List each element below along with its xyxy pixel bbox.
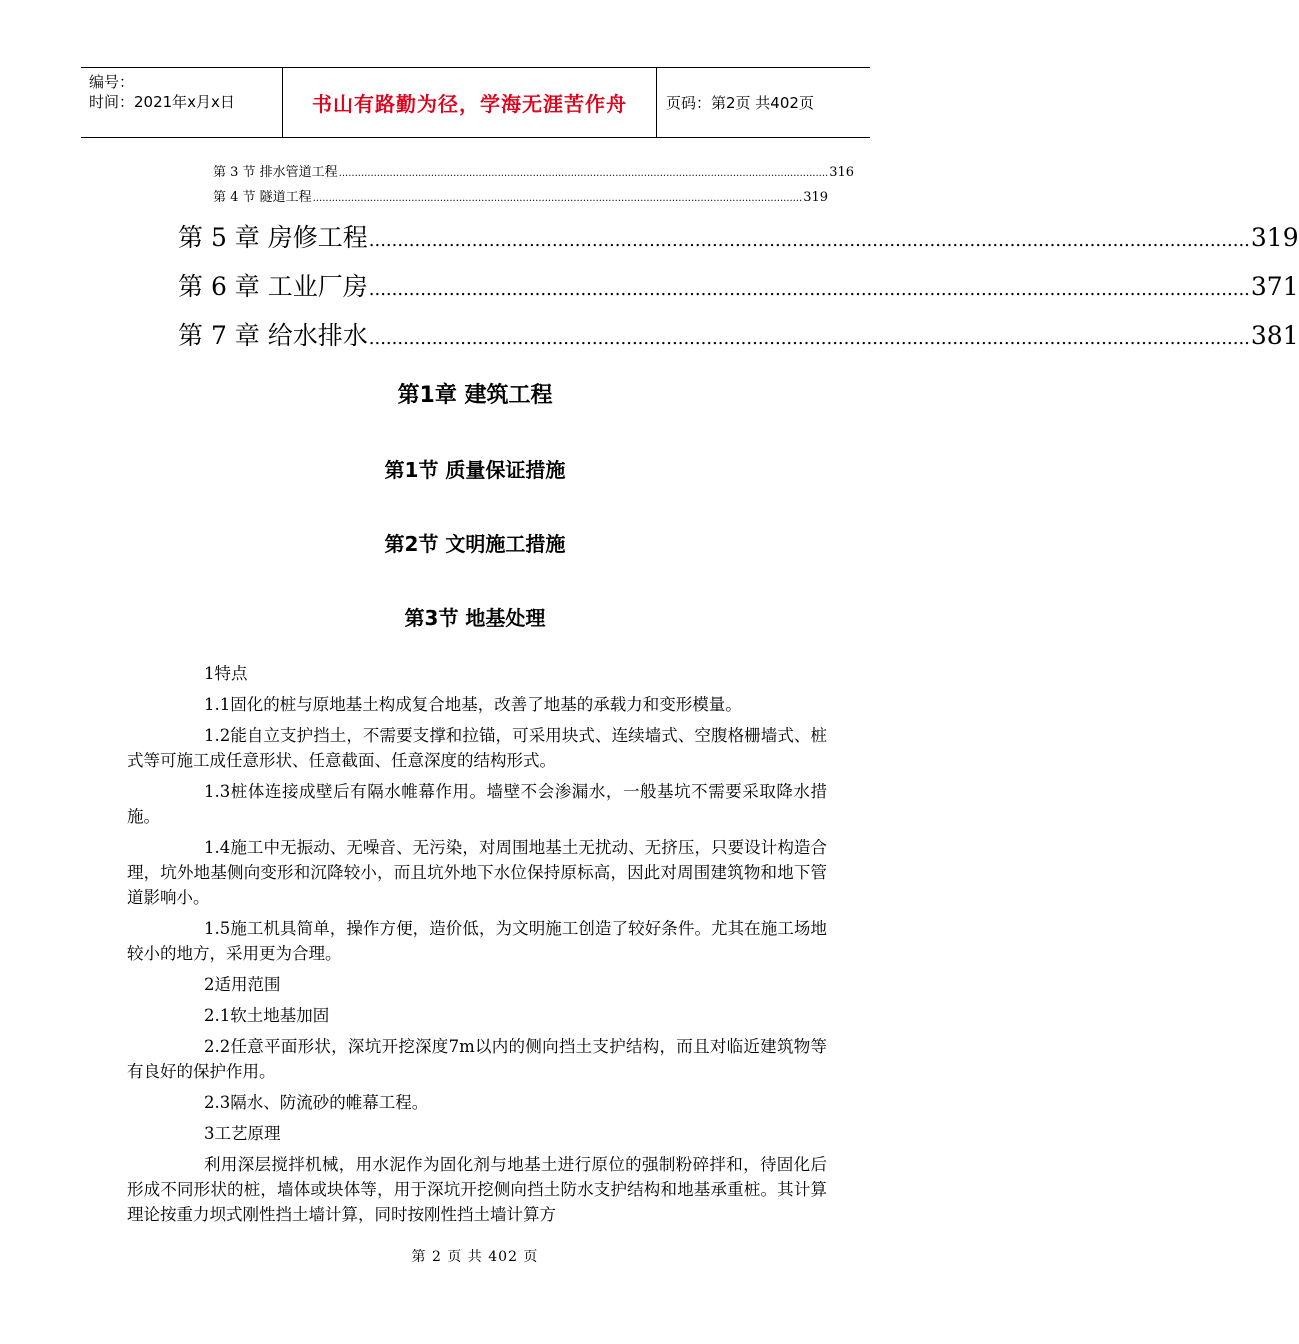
paragraph: 1.2能自立支护挡土，不需要支撑和拉锚，可采用块式、连续墙式、空腹格栅墙式、桩式等可施工成任意形状、任意截面、任意深度的结构形式。 [127,726,827,770]
header-page-info: 页码：第2页 共402页 [666,94,814,112]
toc-entry-title: 第 3 节 排水管道工程 [213,165,338,180]
toc-entry-title: 第 6 章 工业厂房 [178,272,368,301]
toc-chapter-row[interactable] [178,218,1299,254]
toc-entry-page: 319 [1250,223,1299,252]
header-motto: 书山有路勤为径，学海无涯苦作舟 [283,68,657,137]
paragraph: 2.3隔水、防流砂的帷幕工程。 [204,1093,429,1112]
body-text [127,661,827,1233]
paragraph: 1.3桩体连接成壁后有隔水帷幕作用。墙壁不会渗漏水，一般基坑不需要采取降水措施。 [127,782,827,826]
page-header [81,67,870,138]
toc-entry-page: 319 [803,190,829,205]
toc-section-row[interactable] [213,161,855,180]
toc-chapter-row[interactable] [178,267,1299,303]
paragraph: 1.4施工中无振动、无噪音、无污染，对周围地基土无扰动、无挤压，只要设计构造合理，坑外地基侧向变形和沉降较小，而且坑外地下水位保持原标高，因此对周围建筑物和地下管道影响小。 [127,838,827,907]
toc-entry-title: 第 4 节 隧道工程 [213,190,312,205]
toc-entry-page: 371 [1250,272,1299,301]
toc-entry-title: 第 7 章 给水排水 [178,321,368,350]
section-heading: 第2节 文明施工措施 [384,532,566,556]
doc-date: 时间：2021年x月x日 [89,93,235,111]
paragraph: 2.1软土地基加固 [204,1006,330,1025]
toc-chapter-row[interactable] [178,316,1299,352]
section-heading: 第3节 地基处理 [404,606,546,630]
toc-leader-dots: .......................................................................................................................................................... [368,328,1250,349]
toc-leader-dots: .......................................................................................................................................................... [368,279,1250,300]
paragraph: 2适用范围 [204,975,281,994]
paragraph: 1.5施工机具简单，操作方便，造价低，为文明施工创造了较好条件。尤其在施工场地较小的地方，采用更为合理。 [127,919,827,963]
paragraph: 2.2任意平面形状，深坑开挖深度7m以内的侧向挡土支护结构，而且对临近建筑物等有良好的保护作用。 [127,1037,827,1081]
paragraph: 3工艺原理 [204,1124,281,1143]
paragraph: 1.1固化的桩与原地基土构成复合地基，改善了地基的承载力和变形模量。 [204,695,742,714]
paragraph: 1特点 [204,664,248,683]
paragraph: 利用深层搅拌机械，用水泥作为固化剂与地基土进行原位的强制粉碎拌和，待固化后形成不同形状的桩，墙体或块体等，用于深坑开挖侧向挡土防水支护结构和地基承重桩。其计算理论按重力坝式刚性挡土墙计算，同时按刚性挡土墙计算方 [127,1155,827,1224]
toc-leader-dots: .......................................................................................................................................................... [312,193,803,204]
doc-code-label: 编号： [89,73,135,91]
toc-entry-title: 第 5 章 房修工程 [178,223,368,252]
section-heading: 第1节 质量保证措施 [384,458,566,482]
toc-leader-dots: .......................................................................................................................................................... [338,168,829,179]
toc-section-row[interactable] [213,186,829,205]
header-meta [81,68,283,137]
toc-entry-page: 316 [829,165,855,180]
toc-leader-dots: .......................................................................................................................................................... [368,230,1250,251]
toc-entry-page: 381 [1250,321,1299,350]
page-footer: 第 2 页 共 402 页 [411,1249,539,1265]
chapter-heading: 第1章 建筑工程 [397,383,553,408]
